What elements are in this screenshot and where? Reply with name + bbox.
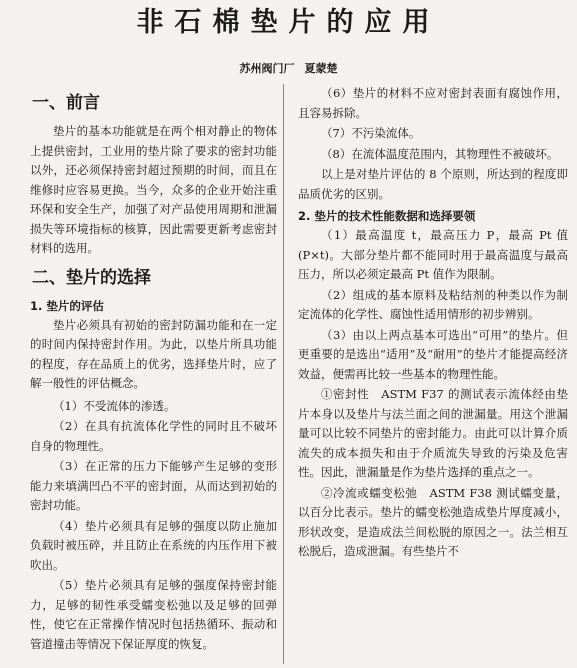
list-item: （1）最高温度 t，最高压力 P，最高 Pt 值(P×t)。大部分垫片都不能同时用于最高温度与最高压力，所以必须定最高 Pt 值作为限制。 bbox=[298, 228, 568, 281]
list-item: （3）由以上两点基本可选出“可用”的垫片。但更重要的是选出“适用”及“耐用”的垫片才能提高经济效益，便需再比较一些基本的物理性能。 bbox=[298, 327, 568, 381]
right-column bbox=[298, 84, 568, 563]
list-item: ①密封性 ASTM F37 的测试表示流体经由垫片本身以及垫片与法兰面之间的泄漏量。用这个泄漏量可以比较不同垫片的密封能力。由此可以计算介质流失的成本损失和由于介质流失导致的污染及危害性。因此，泄漏量是作为垫片选择的重点之一。 bbox=[298, 387, 568, 479]
author-name: 夏蒙楚 bbox=[304, 62, 338, 75]
list-item: （7）不污染流体。 bbox=[321, 126, 421, 140]
list-item: （5）垫片必须具有足够的强度保持密封能力，足够的韧性承受蠕变松弛以及足够的回弹性，使它在正常操作情况时包括热循环、振动和管道撞击等情况下保证厚度的恢复。 bbox=[30, 578, 277, 651]
author-line bbox=[0, 60, 577, 76]
list-item: （8）在流体温度范围内，其物理性不被破坏。 bbox=[321, 146, 559, 161]
column-divider bbox=[283, 84, 284, 664]
left-column bbox=[30, 84, 277, 655]
list-item: （4）垫片必须具有足够的强度以防止施加负载时被压碎，并且防止在系统的内压作用下被吹出。 bbox=[30, 518, 277, 572]
list-item: ②冷流或蠕变松弛 ASTM F38 测试蠕变量，以百分比表示。垫片的蠕变松弛造成垫片厚度减小，形状改变，是造成法兰间松脱的原因之一。法兰相互松脱后，造成泄漏。有些垫片不 bbox=[298, 485, 568, 558]
paragraph: 以上是对垫片评估的 8 个原则，所达到的程度即品质优劣的区别。 bbox=[298, 167, 568, 201]
section-heading-selection: 二、垫片的选择 bbox=[32, 267, 151, 288]
section-heading-preface: 一、前言 bbox=[32, 93, 100, 113]
paragraph: 垫片的基本功能就是在两个相对静止的物体上提供密封，工业用的垫片除了要求的密封功能以外，还必须保持密封超过预期的时间，而且在维修时应容易更换。当今，众多的企业开始注重环保和安全生产，加强了对产品使用周期和泄漏损失等环境指标的核算，因此需要更新考虑密封材料的选用。 bbox=[30, 124, 277, 255]
list-item: （1）不受流体的渗透。 bbox=[53, 398, 176, 413]
paragraph: 垫片必须具有初始的密封防漏功能和在一定的时间内保持密封作用。为此，以垫片所具功能的程度，存在品质上的优劣，选择垫片时，应了解一般性的评估概念。 bbox=[30, 317, 277, 390]
list-item: （2）在具有抗流体化学性的同时且不破坏自身的物理性。 bbox=[30, 419, 277, 453]
list-item: （3）在正常的压力下能够产生足够的变形能力来填满凹凸不平的密封面，从而达到初始的密封功能。 bbox=[30, 459, 277, 512]
list-item: （6）垫片的材料不应对密封表面有腐蚀作用，且容易拆除。 bbox=[298, 86, 568, 120]
author-affiliation: 苏州阀门厂 bbox=[239, 62, 295, 75]
list-item: （2）组成的基本原料及粘结剂的种类以作为制定流体的化学性、腐蚀性适用情形的初步辨别。 bbox=[298, 287, 568, 321]
subheading-evaluation: 1. 垫片的评估 bbox=[30, 298, 104, 313]
article-title: 非石棉垫片的应用 bbox=[136, 7, 441, 38]
subheading-technical-data: 2. 垫片的技术性能数据和选择要领 bbox=[298, 209, 476, 223]
